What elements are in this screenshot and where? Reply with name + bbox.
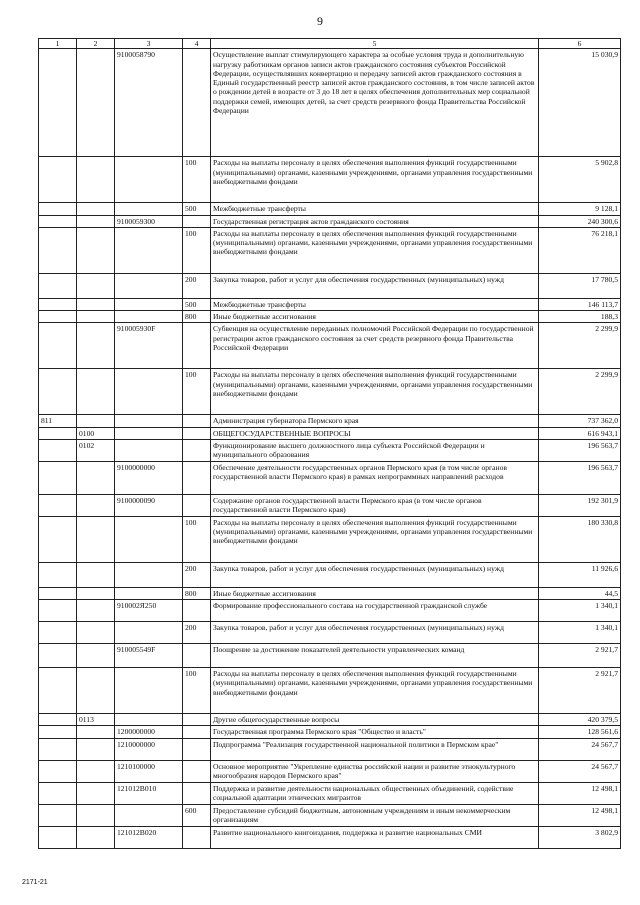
header-col-4: 4 <box>183 39 211 49</box>
agency-code-cell <box>39 562 77 587</box>
agency-code-cell <box>39 516 77 562</box>
expense-name-cell: Иные бюджетные ассигнования <box>211 587 539 599</box>
amount-cell: 737 362,0 <box>539 415 621 427</box>
target-article-cell <box>115 516 183 562</box>
amount-cell: 188,3 <box>539 311 621 323</box>
agency-code-cell <box>39 323 77 369</box>
target-article-cell <box>115 427 183 439</box>
section-code-cell <box>77 369 115 415</box>
section-code-cell <box>77 323 115 369</box>
section-code-cell <box>77 49 115 157</box>
expense-name-cell: Осуществление выплат стимулирующего характера за особые условия труда и дополнительную нагрузку работникам органов записи актов гражданского состояния субъектов Российской Федерации, осуществлявших конвертацию и передачу записей актов гражданского состояния в Единый государственный реестр записей актов гражданского состояния, в том числе записей актов о рождении детей в возрасте от 3 до 18 лет в целях обеспечения дополнительных мер социальной поддержки семей, имеющих детей, за счет средств резервного фонда Правительства Российской Федерации <box>211 49 539 157</box>
amount-cell: 2 921,7 <box>539 668 621 714</box>
section-code-cell <box>77 804 115 826</box>
agency-code-cell <box>39 311 77 323</box>
section-code-cell <box>77 415 115 427</box>
section-code-cell <box>77 203 115 215</box>
table-row <box>39 760 621 782</box>
section-code-cell: 0102 <box>77 439 115 461</box>
amount-cell: 2 921,7 <box>539 644 621 668</box>
section-code-cell <box>77 644 115 668</box>
section-code-cell <box>77 215 115 227</box>
agency-code-cell <box>39 369 77 415</box>
agency-code-cell <box>39 273 77 298</box>
target-article-cell <box>115 587 183 599</box>
expense-type-cell: 200 <box>183 273 211 298</box>
expense-type-cell: 100 <box>183 668 211 714</box>
expense-name-cell: Расходы на выплаты персоналу в целях обеспечения выполнения функций государственными (муниципальными) органами, казенными учреждениями, органами управления государственными внебюджетными фондами <box>211 516 539 562</box>
amount-cell: 15 030,9 <box>539 49 621 157</box>
amount-cell: 192 301,9 <box>539 494 621 516</box>
agency-code-cell <box>39 804 77 826</box>
table-row <box>39 49 621 157</box>
agency-code-cell <box>39 760 77 782</box>
header-col-1: 1 <box>39 39 77 49</box>
table-row <box>39 622 621 644</box>
amount-cell: 2 299,9 <box>539 369 621 415</box>
header-row <box>39 39 621 49</box>
amount-cell: 128 561,6 <box>539 726 621 738</box>
agency-code-cell <box>39 587 77 599</box>
agency-code-cell <box>39 600 77 622</box>
amount-cell: 1 340,1 <box>539 600 621 622</box>
section-code-cell <box>77 668 115 714</box>
expense-name-cell: Расходы на выплаты персоналу в целях обеспечения выполнения функций государственными (муниципальными) органами, казенными учреждениями, органами управления государственными внебюджетными фондами <box>211 157 539 203</box>
target-article-cell: 910005930F <box>115 323 183 369</box>
table-row <box>39 714 621 726</box>
amount-cell: 196 563,7 <box>539 439 621 461</box>
agency-code-cell <box>39 227 77 273</box>
expense-type-cell <box>183 215 211 227</box>
expense-type-cell: 500 <box>183 298 211 310</box>
target-article-cell: 910002Я250 <box>115 600 183 622</box>
amount-cell: 76 218,1 <box>539 227 621 273</box>
amount-cell: 12 498,1 <box>539 782 621 804</box>
expense-name-cell: Другие общегосударственные вопросы <box>211 714 539 726</box>
expense-type-cell <box>183 427 211 439</box>
amount-cell: 3 802,9 <box>539 826 621 848</box>
expense-name-cell: Подпрограмма "Реализация государственной национальной политики в Пермском крае" <box>211 738 539 760</box>
expense-type-cell: 100 <box>183 516 211 562</box>
expense-type-cell: 600 <box>183 804 211 826</box>
expense-name-cell: Закупка товаров, работ и услуг для обеспечения государственных (муниципальных) нужд <box>211 622 539 644</box>
expense-type-cell: 800 <box>183 311 211 323</box>
section-code-cell <box>77 622 115 644</box>
section-code-cell <box>77 461 115 494</box>
agency-code-cell <box>39 157 77 203</box>
section-code-cell <box>77 562 115 587</box>
section-code-cell <box>77 600 115 622</box>
table-row <box>39 461 621 494</box>
target-article-cell: 9100000090 <box>115 494 183 516</box>
target-article-cell <box>115 227 183 273</box>
amount-cell: 24 567,7 <box>539 738 621 760</box>
expense-type-cell <box>183 714 211 726</box>
section-code-cell <box>77 227 115 273</box>
expense-name-cell: Расходы на выплаты персоналу в целях обеспечения выполнения функций государственными (муниципальными) органами, казенными учреждениями, органами управления государственными внебюджетными фондами <box>211 668 539 714</box>
amount-cell: 1 340,1 <box>539 622 621 644</box>
agency-code-cell <box>39 622 77 644</box>
expense-name-cell: Закупка товаров, работ и услуг для обеспечения государственных (муниципальных) нужд <box>211 273 539 298</box>
expense-type-cell: 800 <box>183 587 211 599</box>
agency-code-cell <box>39 215 77 227</box>
document-code: 2171-21 <box>22 879 48 886</box>
table-row <box>39 562 621 587</box>
page-number: 9 <box>317 14 323 28</box>
section-code-cell <box>77 738 115 760</box>
expense-name-cell: Развитие национального книгоиздания, поддержка и развитие национальных СМИ <box>211 826 539 848</box>
section-code-cell <box>77 826 115 848</box>
agency-code-cell <box>39 49 77 157</box>
target-article-cell <box>115 273 183 298</box>
target-article-cell <box>115 562 183 587</box>
expense-name-cell: Основное мероприятие "Укрепление единства российской нации и развитие этнокультурного многообразия народов Пермского края" <box>211 760 539 782</box>
expense-type-cell <box>183 600 211 622</box>
expense-type-cell <box>183 760 211 782</box>
table-row <box>39 516 621 562</box>
table-body <box>39 49 621 848</box>
table-row <box>39 227 621 273</box>
expense-name-cell: Расходы на выплаты персоналу в целях обеспечения выполнения функций государственными (муниципальными) органами, казенными учреждениями, органами управления государственными внебюджетными фондами <box>211 369 539 415</box>
expense-type-cell: 200 <box>183 622 211 644</box>
expense-type-cell: 500 <box>183 203 211 215</box>
target-article-cell <box>115 415 183 427</box>
expense-name-cell: Расходы на выплаты персоналу в целях обеспечения выполнения функций государственными (муниципальными) органами, казенными учреждениями, органами управления государственными внебюджетными фондами <box>211 227 539 273</box>
table-row <box>39 415 621 427</box>
agency-code-cell <box>39 714 77 726</box>
table-row <box>39 311 621 323</box>
table-row <box>39 157 621 203</box>
expense-name-cell: Межбюджетные трансферты <box>211 203 539 215</box>
target-article-cell <box>115 369 183 415</box>
header-col-6: 6 <box>539 39 621 49</box>
target-article-cell: 1210100000 <box>115 760 183 782</box>
expense-type-cell: 200 <box>183 562 211 587</box>
target-article-cell <box>115 714 183 726</box>
expense-type-cell <box>183 826 211 848</box>
table-row <box>39 587 621 599</box>
agency-code-cell <box>39 461 77 494</box>
table-row <box>39 726 621 738</box>
amount-cell: 9 128,1 <box>539 203 621 215</box>
amount-cell: 17 780,5 <box>539 273 621 298</box>
expense-name-cell: Формирование профессионального состава на государственной гражданской службе <box>211 600 539 622</box>
agency-code-cell <box>39 203 77 215</box>
expense-type-cell <box>183 738 211 760</box>
expense-type-cell <box>183 323 211 369</box>
target-article-cell: 9100058790 <box>115 49 183 157</box>
table-row <box>39 369 621 415</box>
target-article-cell: 910005549F <box>115 644 183 668</box>
agency-code-cell: 811 <box>39 415 77 427</box>
table-row <box>39 738 621 760</box>
amount-cell: 24 567,7 <box>539 760 621 782</box>
section-code-cell <box>77 298 115 310</box>
expense-name-cell: Содержание органов государственной власти Пермского края (в том числе органов государственной власти Пермского края) <box>211 494 539 516</box>
amount-cell: 196 563,7 <box>539 461 621 494</box>
target-article-cell: 9100000000 <box>115 461 183 494</box>
section-code-cell <box>77 587 115 599</box>
section-code-cell: 0113 <box>77 714 115 726</box>
target-article-cell: 1200000000 <box>115 726 183 738</box>
table-row <box>39 782 621 804</box>
table-row <box>39 215 621 227</box>
expense-type-cell: 100 <box>183 369 211 415</box>
expense-name-cell: Предоставление субсидий бюджетным, автономным учреждениям и иным некоммерческим организациям <box>211 804 539 826</box>
budget-table <box>38 38 621 849</box>
table-row <box>39 804 621 826</box>
expense-type-cell <box>183 494 211 516</box>
table-row <box>39 439 621 461</box>
agency-code-cell <box>39 298 77 310</box>
table-row <box>39 644 621 668</box>
table-row <box>39 826 621 848</box>
table-row <box>39 494 621 516</box>
expense-name-cell: Поощрение за достижение показателей деятельности управленческих команд <box>211 644 539 668</box>
header-col-5: 5 <box>211 39 539 49</box>
section-code-cell <box>77 273 115 298</box>
table-row <box>39 427 621 439</box>
expense-type-cell <box>183 415 211 427</box>
agency-code-cell <box>39 439 77 461</box>
expense-type-cell <box>183 644 211 668</box>
agency-code-cell <box>39 668 77 714</box>
amount-cell: 240 300,6 <box>539 215 621 227</box>
target-article-cell <box>115 311 183 323</box>
amount-cell: 12 498,1 <box>539 804 621 826</box>
target-article-cell <box>115 203 183 215</box>
expense-type-cell: 100 <box>183 157 211 203</box>
section-code-cell <box>77 782 115 804</box>
agency-code-cell <box>39 644 77 668</box>
expense-type-cell: 100 <box>183 227 211 273</box>
expense-name-cell: Закупка товаров, работ и услуг для обеспечения государственных (муниципальных) нужд <box>211 562 539 587</box>
expense-name-cell: ОБЩЕГОСУДАРСТВЕННЫЕ ВОПРОСЫ <box>211 427 539 439</box>
section-code-cell <box>77 760 115 782</box>
agency-code-cell <box>39 726 77 738</box>
amount-cell: 616 943,1 <box>539 427 621 439</box>
target-article-cell <box>115 804 183 826</box>
target-article-cell: 121012В020 <box>115 826 183 848</box>
target-article-cell <box>115 298 183 310</box>
agency-code-cell <box>39 738 77 760</box>
expense-name-cell: Межбюджетные трансферты <box>211 298 539 310</box>
section-code-cell <box>77 516 115 562</box>
table-row <box>39 600 621 622</box>
agency-code-cell <box>39 494 77 516</box>
expense-name-cell: Поддержка и развитие деятельности национальных общественных объединений, содействие социальной адаптации этнических мигрантов <box>211 782 539 804</box>
table-row <box>39 203 621 215</box>
table-row <box>39 273 621 298</box>
target-article-cell: 1210000000 <box>115 738 183 760</box>
expense-name-cell: Субвенция на осуществление переданных полномочий Российской Федерации по государственной регистрации актов гражданского состояния за счет средств резервного фонда Правительства Российской Федерации <box>211 323 539 369</box>
expense-type-cell <box>183 461 211 494</box>
expense-name-cell: Государственная регистрация актов гражданского состояния <box>211 215 539 227</box>
amount-cell: 44,5 <box>539 587 621 599</box>
header-col-2: 2 <box>77 39 115 49</box>
target-article-cell: 121012В010 <box>115 782 183 804</box>
target-article-cell: 9100059300 <box>115 215 183 227</box>
expense-type-cell <box>183 726 211 738</box>
section-code-cell <box>77 157 115 203</box>
target-article-cell <box>115 439 183 461</box>
agency-code-cell <box>39 427 77 439</box>
table-row <box>39 668 621 714</box>
amount-cell: 420 379,5 <box>539 714 621 726</box>
header-col-3: 3 <box>115 39 183 49</box>
agency-code-cell <box>39 782 77 804</box>
section-code-cell <box>77 494 115 516</box>
expense-type-cell <box>183 49 211 157</box>
section-code-cell <box>77 726 115 738</box>
amount-cell: 180 330,8 <box>539 516 621 562</box>
expense-type-cell <box>183 439 211 461</box>
amount-cell: 2 299,9 <box>539 323 621 369</box>
target-article-cell <box>115 668 183 714</box>
table-row <box>39 323 621 369</box>
expense-name-cell: Государственная программа Пермского края "Общество и власть" <box>211 726 539 738</box>
section-code-cell <box>77 311 115 323</box>
target-article-cell <box>115 157 183 203</box>
expense-name-cell: Администрация губернатора Пермского края <box>211 415 539 427</box>
expense-name-cell: Обеспечение деятельности государственных органов Пермского края (в том числе органов государственной власти Пермского края) в рамках непрограммных направлений расходов <box>211 461 539 494</box>
amount-cell: 146 113,7 <box>539 298 621 310</box>
target-article-cell <box>115 622 183 644</box>
agency-code-cell <box>39 826 77 848</box>
amount-cell: 11 926,6 <box>539 562 621 587</box>
expense-name-cell: Функционирование высшего должностного лица субъекта Российской Федерации и муниципального образования <box>211 439 539 461</box>
section-code-cell: 0100 <box>77 427 115 439</box>
expense-name-cell: Иные бюджетные ассигнования <box>211 311 539 323</box>
expense-type-cell <box>183 782 211 804</box>
amount-cell: 5 902,8 <box>539 157 621 203</box>
table-row <box>39 298 621 310</box>
